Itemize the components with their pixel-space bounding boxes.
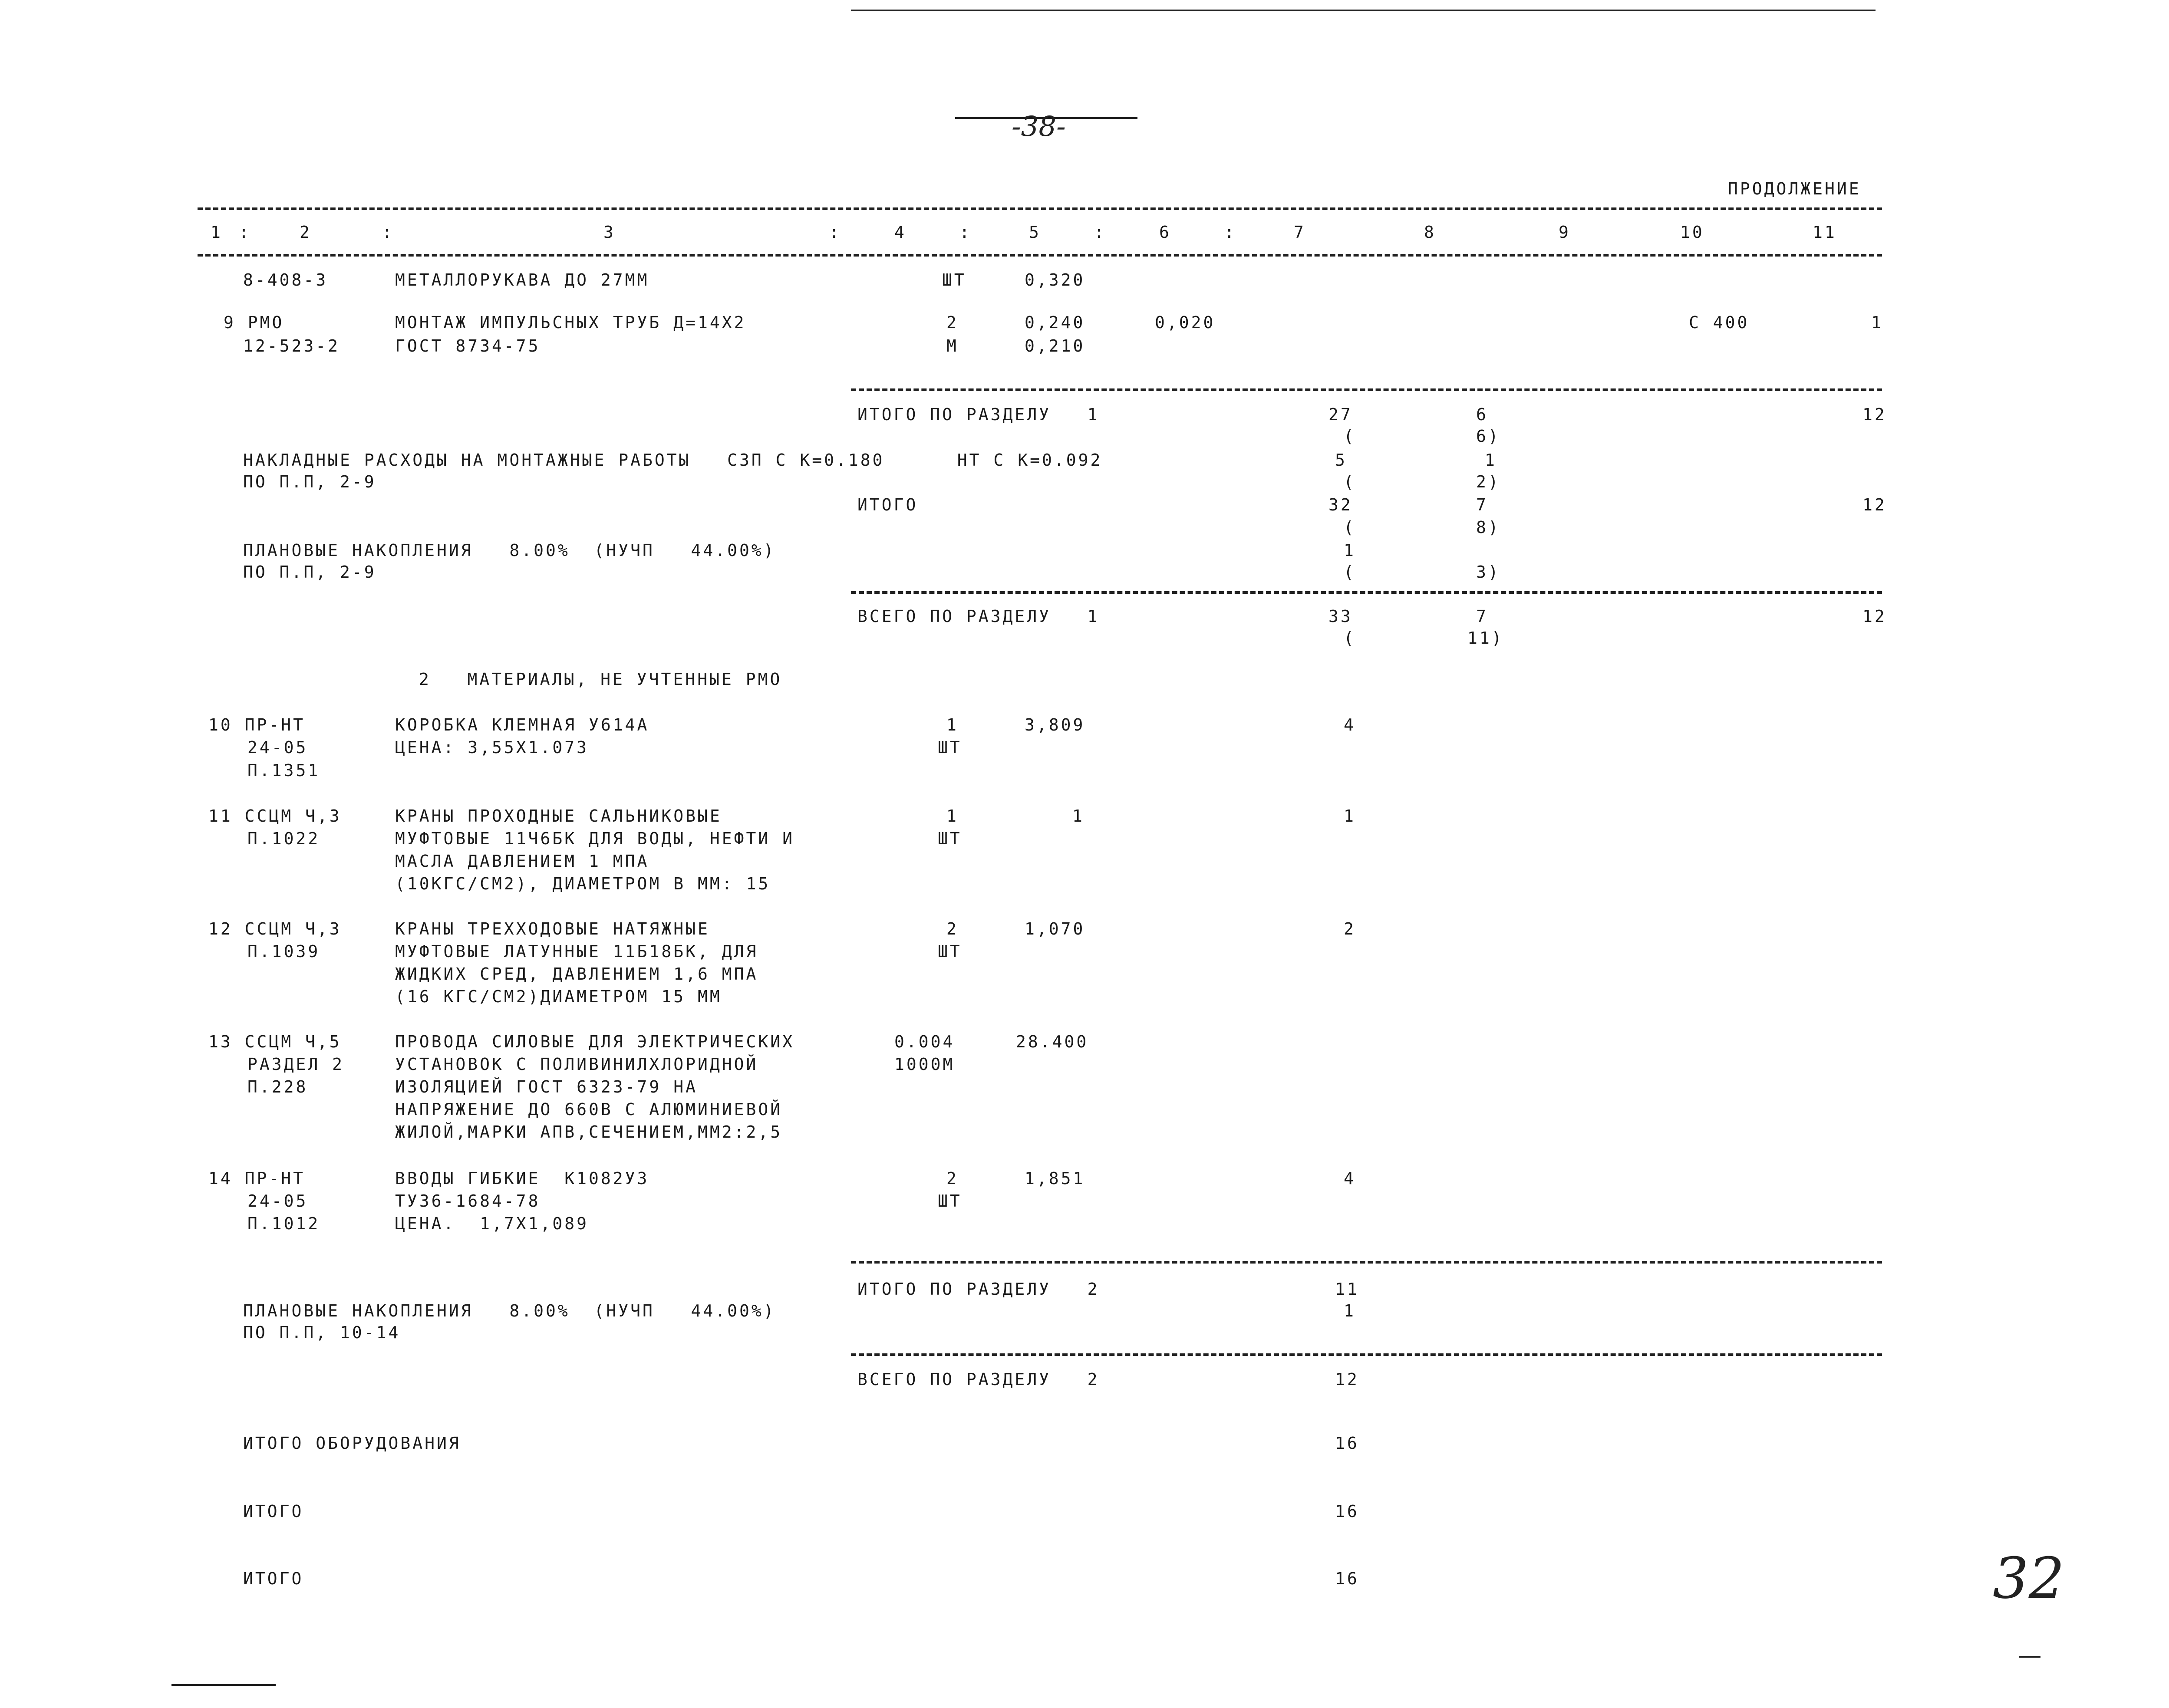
item-unit: ШТ: [938, 738, 962, 757]
item-price: 1,851: [1025, 1169, 1085, 1188]
total-value: 1: [1485, 451, 1497, 470]
col-9: 9: [1559, 223, 1571, 242]
total-value: (: [1344, 472, 1356, 491]
total-value: 12: [1335, 1370, 1359, 1389]
corner-rule: [2019, 1656, 2040, 1658]
row-code: 8-408-3: [243, 270, 328, 290]
item-ref: П.228: [247, 1077, 308, 1096]
item-description: ЦЕНА. 1,7Х1,089: [395, 1214, 589, 1233]
total-value: 16: [1335, 1502, 1359, 1521]
item-description: ЖИДКИХ СРЕД, ДАВЛЕНИЕМ 1,6 МПА: [395, 964, 758, 984]
itogo-label: ИТОГО: [243, 1502, 304, 1521]
section-total-label: ИТОГО ПО РАЗДЕЛУ 2: [857, 1280, 1100, 1299]
col-2: 2: [300, 223, 312, 242]
itogo-label: ИТОГО: [857, 495, 918, 514]
col-8: 8: [1424, 223, 1436, 242]
item-ref: 24-05: [247, 1191, 308, 1211]
header-bottom-rule: [198, 254, 1882, 257]
overhead-ref: ПО П.П, 2-9: [243, 472, 376, 491]
col-sep: :: [1094, 223, 1106, 242]
row-value: 0,240: [1025, 313, 1085, 332]
item-description: КОРОБКА КЛЕМНАЯ У614А: [395, 715, 649, 734]
item-description: КРАНЫ ТРЕХХОДОВЫЕ НАТЯЖНЫЕ: [395, 919, 710, 938]
top-rule: [851, 10, 1876, 11]
item-description: УСТАНОВОК С ПОЛИВИНИЛХЛОРИДНОЙ: [395, 1055, 758, 1074]
item-total: 4: [1344, 715, 1356, 734]
row-unit: ШТ: [942, 270, 966, 290]
bottom-left-rule: [171, 1684, 276, 1686]
col-7: 7: [1294, 223, 1306, 242]
section-rule: [851, 388, 1882, 391]
row-description: ГОСТ 8734-75: [395, 336, 541, 355]
item-ref: П.1039: [247, 942, 320, 961]
col-sep: :: [829, 223, 841, 242]
item-description: ИЗОЛЯЦИЕЙ ГОСТ 6323-79 НА: [395, 1077, 698, 1096]
total-value: 16: [1335, 1569, 1359, 1588]
col-1: 1: [211, 223, 223, 242]
item-description: ПРОВОДА СИЛОВЫЕ ДЛЯ ЭЛЕКТРИЧЕСКИХ: [395, 1032, 794, 1051]
total-value: 7: [1476, 607, 1488, 626]
planned-savings-ref: ПО П.П, 2-9: [243, 563, 376, 582]
item-ref: П.1012: [247, 1214, 320, 1233]
row-value: 0,020: [1155, 313, 1216, 332]
section-total-label: ИТОГО ПО РАЗДЕЛУ 1: [857, 405, 1100, 424]
item-price: 1,070: [1025, 919, 1085, 938]
planned-savings-ref: ПО П.П, 10-14: [243, 1323, 401, 1342]
item-number: 12 ССЦМ Ч,3: [208, 919, 342, 938]
total-value: 1: [1344, 1301, 1356, 1320]
section-rule: [851, 1261, 1882, 1264]
total-value: 11: [1335, 1280, 1359, 1299]
item-number: 14 ПР-НТ: [208, 1169, 306, 1188]
item-number: 10 ПР-НТ: [208, 715, 306, 734]
section-grand-total-label: ВСЕГО ПО РАЗДЕЛУ 1: [857, 607, 1100, 626]
item-quantity: 2: [946, 1169, 959, 1188]
equipment-total-label: ИТОГО ОБОРУДОВАНИЯ: [243, 1434, 461, 1453]
item-quantity: 1: [946, 806, 959, 826]
total-value: 3): [1476, 563, 1500, 582]
total-value: 11): [1467, 629, 1504, 648]
item-description: (10КГС/СМ2), ДИАМЕТРОМ В ММ: 15: [395, 874, 771, 893]
item-price: 1: [1072, 806, 1084, 826]
item-description: МУФТОВЫЕ ЛАТУННЫЕ 11Б18БК, ДЛЯ: [395, 942, 758, 961]
section-title: 2 МАТЕРИАЛЫ, НЕ УЧТЕННЫЕ РМО: [419, 670, 782, 689]
item-ref: П.1351: [247, 761, 320, 780]
page-number: -38-: [1012, 111, 1066, 143]
item-unit: ШТ: [938, 1191, 962, 1211]
item-unit: 1000М: [894, 1055, 955, 1074]
total-value: 1: [1344, 541, 1356, 560]
item-description: ЦЕНА: 3,55Х1.073: [395, 738, 589, 757]
col-sep: :: [959, 223, 972, 242]
item-unit: ШТ: [938, 829, 962, 848]
total-value: 12: [1862, 607, 1887, 626]
total-value: 27: [1328, 405, 1353, 424]
total-value: 2): [1476, 472, 1500, 491]
total-value: 33: [1328, 607, 1353, 626]
header-top-rule: [198, 207, 1882, 210]
row-quantity: 2: [946, 313, 959, 332]
col-4: 4: [894, 223, 906, 242]
col-11: 11: [1813, 223, 1837, 242]
col-10: 10: [1680, 223, 1704, 242]
col-3: 3: [603, 223, 616, 242]
total-value: 5: [1335, 451, 1347, 470]
total-value: 16: [1335, 1434, 1359, 1453]
item-price: 28.400: [1016, 1032, 1089, 1051]
total-value: 12: [1862, 495, 1887, 514]
item-price: 3,809: [1025, 715, 1085, 734]
item-number: 13 ССЦМ Ч,5: [208, 1032, 342, 1051]
row-description: МОНТАЖ ИМПУЛЬСНЫХ ТРУБ Д=14Х2: [395, 313, 746, 332]
continuation-label: ПРОДОЛЖЕНИЕ: [1728, 179, 1861, 198]
item-quantity: 2: [946, 919, 959, 938]
row-number: 9 РМО: [224, 313, 284, 332]
col-sep: :: [382, 223, 394, 242]
total-value: (: [1344, 518, 1356, 537]
section-grand-total-label: ВСЕГО ПО РАЗДЕЛУ 2: [857, 1370, 1100, 1389]
item-description: (16 КГС/СМ2)ДИАМЕТРОМ 15 ММ: [395, 987, 722, 1006]
total-value: 12: [1862, 405, 1887, 424]
item-number: 11 ССЦМ Ч,3: [208, 806, 342, 826]
row-unit: М: [946, 336, 959, 355]
item-description: НАПРЯЖЕНИЕ ДО 660В С АЛЮМИНИЕВОЙ: [395, 1100, 783, 1119]
row-value: 1: [1871, 313, 1883, 332]
item-total: 2: [1344, 919, 1356, 938]
item-total: 1: [1344, 806, 1356, 826]
total-value: 8): [1476, 518, 1500, 537]
item-ref: РАЗДЕЛ 2: [247, 1055, 345, 1074]
item-description: МУФТОВЫЕ 11Ч6БК ДЛЯ ВОДЫ, НЕФТИ И: [395, 829, 794, 848]
itogo-label: ИТОГО: [243, 1569, 304, 1588]
item-description: КРАНЫ ПРОХОДНЫЕ САЛЬНИКОВЫЕ: [395, 806, 722, 826]
total-value: 6: [1476, 405, 1488, 424]
item-unit: ШТ: [938, 942, 962, 961]
row-value: 0,320: [1025, 270, 1085, 290]
handwritten-number: 32: [1993, 1545, 2065, 1611]
row-value: 0,210: [1025, 336, 1085, 355]
overhead-label: НАКЛАДНЫЕ РАСХОДЫ НА МОНТАЖНЫЕ РАБОТЫ СЗП С К=0.180 НТ С К=0.092: [243, 451, 1103, 470]
col-6: 6: [1159, 223, 1171, 242]
item-description: ЖИЛОЙ,МАРКИ АПВ,СЕЧЕНИЕМ,ММ2:2,5: [395, 1122, 783, 1142]
row-code: 12-523-2: [243, 336, 340, 355]
total-value: (: [1344, 629, 1356, 648]
item-total: 4: [1344, 1169, 1356, 1188]
col-sep: :: [239, 223, 251, 242]
total-value: 7: [1476, 495, 1488, 514]
total-value: 32: [1328, 495, 1353, 514]
planned-savings-label: ПЛАНОВЫЕ НАКОПЛЕНИЯ 8.00% (НУЧП 44.00%): [243, 541, 776, 560]
item-ref: П.1022: [247, 829, 320, 848]
item-description: ТУ36-1684-78: [395, 1191, 541, 1211]
total-value: (: [1344, 563, 1356, 582]
row-value: С 400: [1689, 313, 1750, 332]
planned-savings-label: ПЛАНОВЫЕ НАКОПЛЕНИЯ 8.00% (НУЧП 44.00%): [243, 1301, 776, 1320]
col-sep: :: [1224, 223, 1236, 242]
total-value: (: [1344, 427, 1356, 446]
section-rule: [851, 1353, 1882, 1356]
item-description: МАСЛА ДАВЛЕНИЕМ 1 МПА: [395, 852, 649, 871]
item-quantity: 0.004: [894, 1032, 955, 1051]
item-description: ВВОДЫ ГИБКИЕ К1082У3: [395, 1169, 649, 1188]
row-description: МЕТАЛЛОРУКАВА ДО 27ММ: [395, 270, 649, 290]
total-value: 6): [1476, 427, 1500, 446]
section-rule: [851, 591, 1882, 594]
col-5: 5: [1029, 223, 1041, 242]
item-ref: 24-05: [247, 738, 308, 757]
item-quantity: 1: [946, 715, 959, 734]
